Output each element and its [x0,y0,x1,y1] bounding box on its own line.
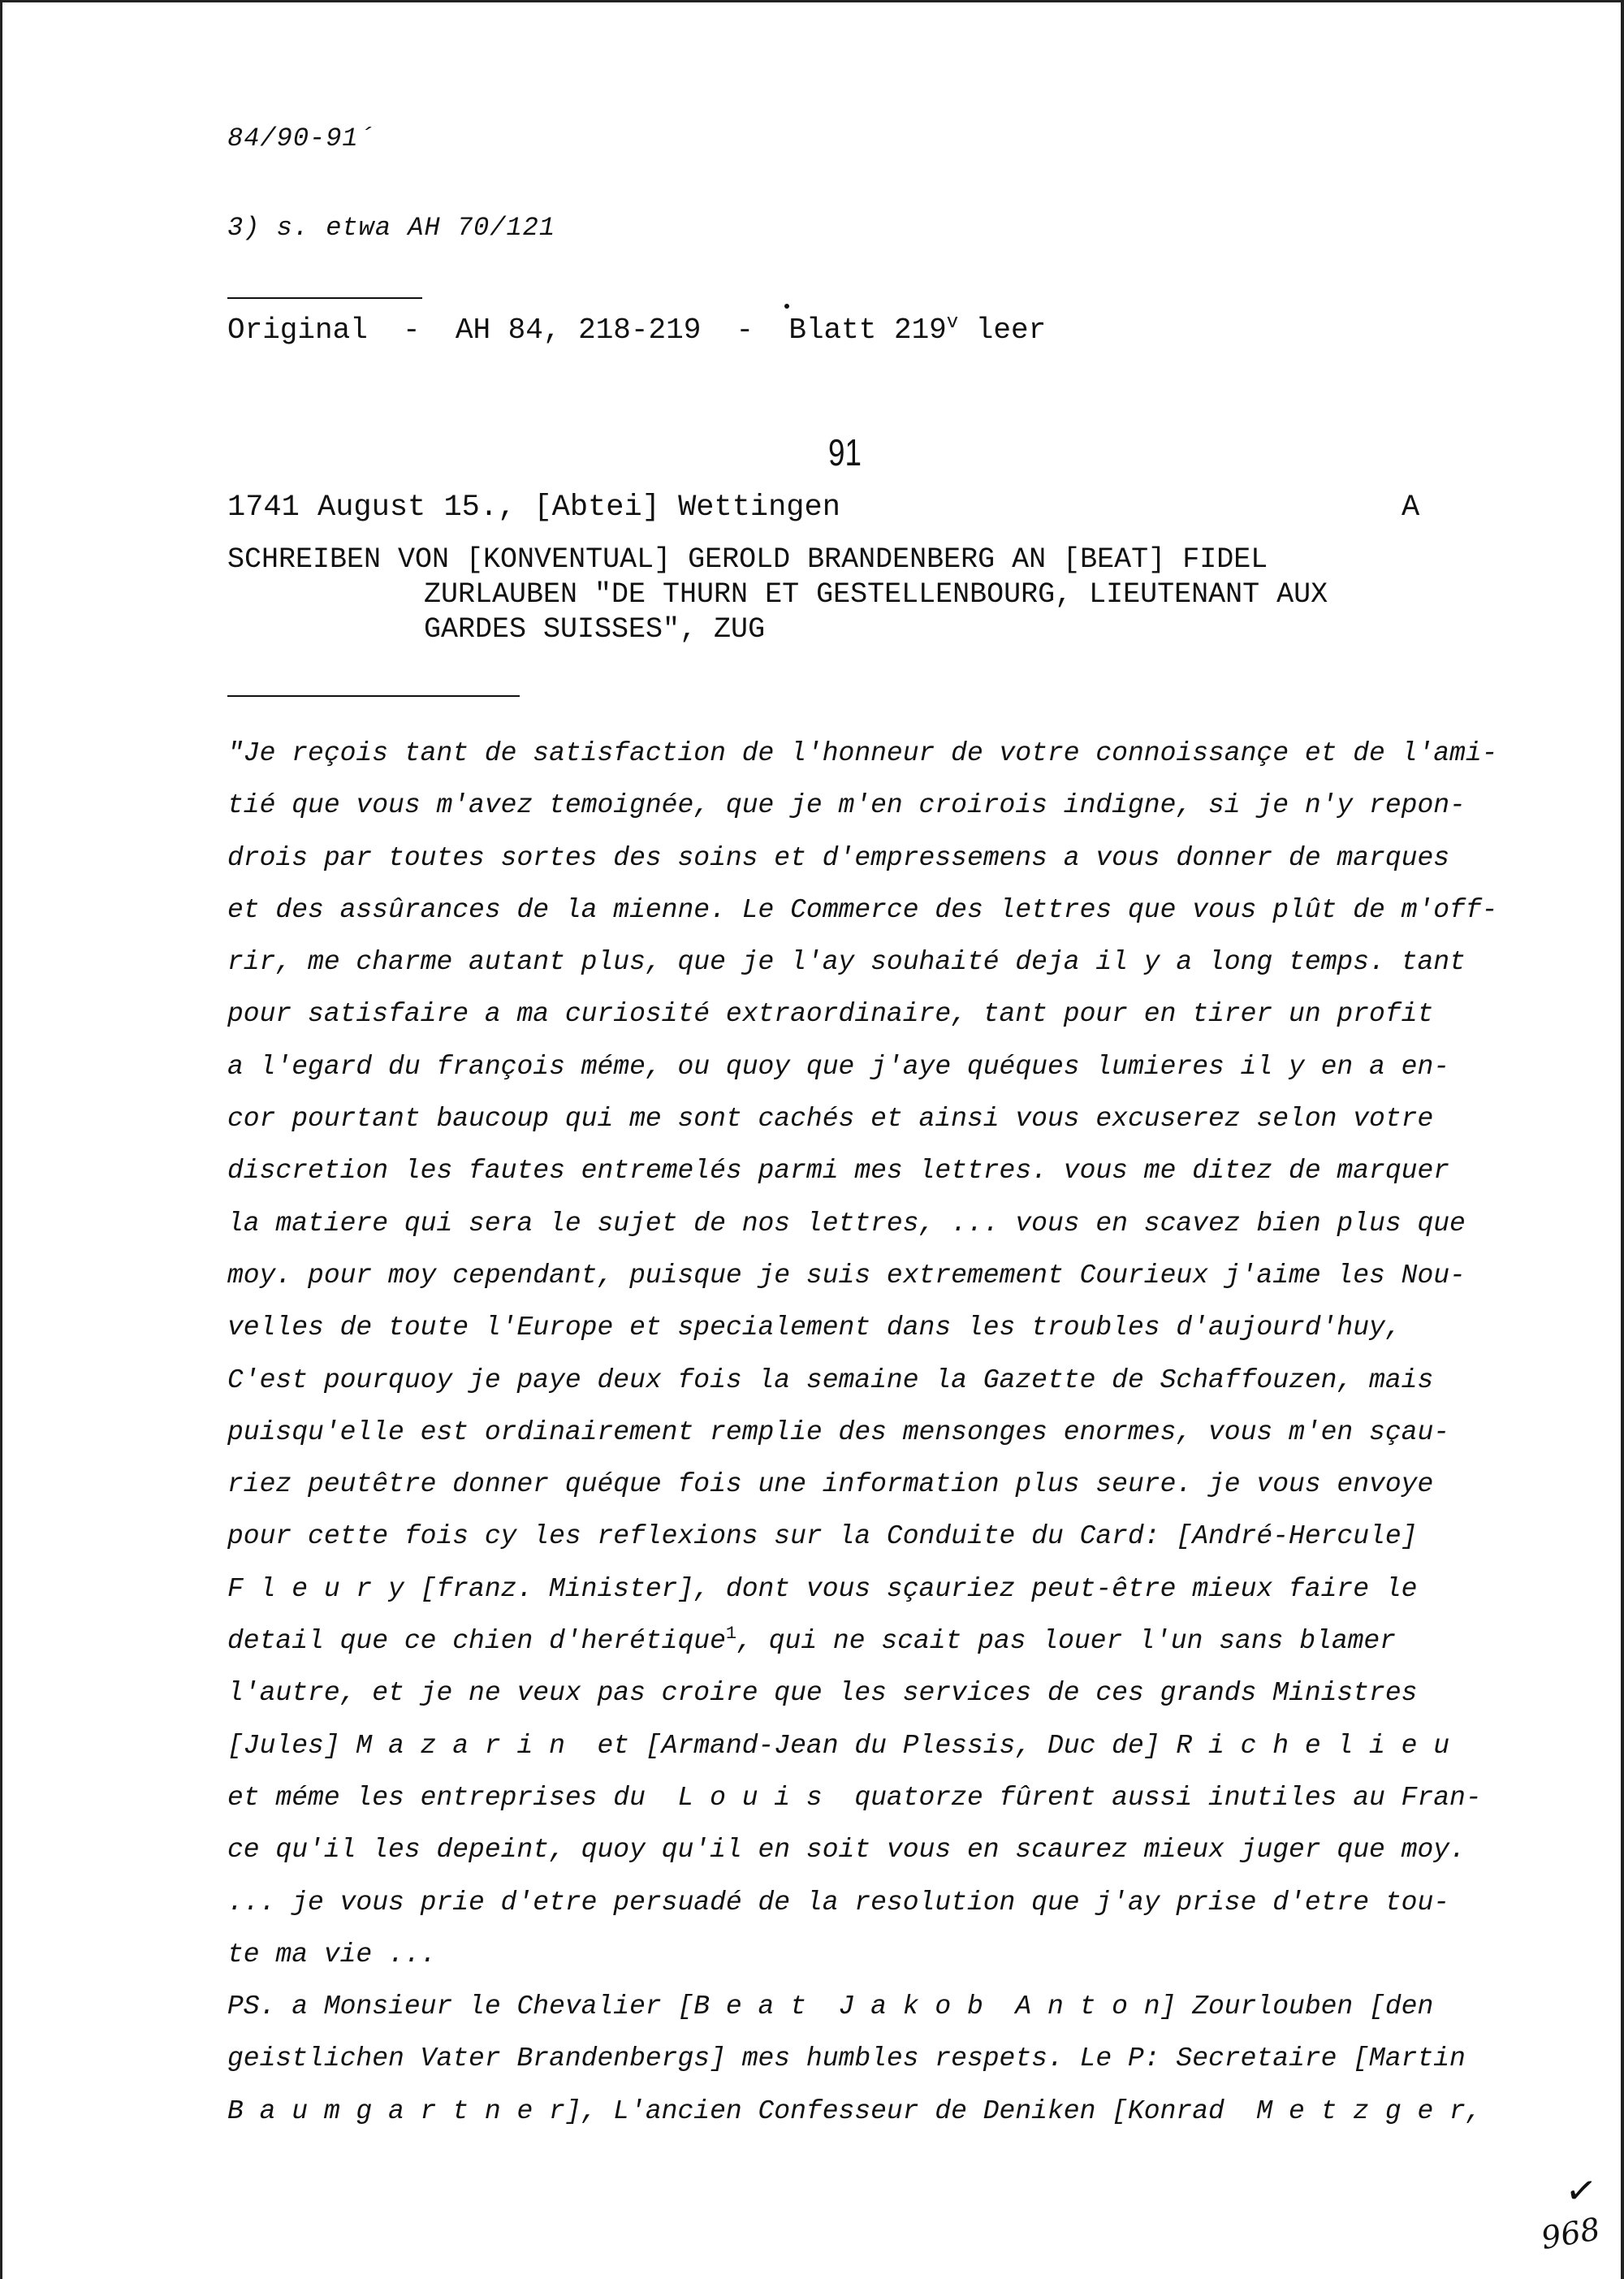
body-line: et des assûrances de la mienne. Le Commerce des lettres que vous plût de m'off- [227,894,1498,925]
body-line: "Je reçois tant de satisfaction de l'honneur de votre connoissançe et de l'ami- [227,738,1498,768]
body-line: ... je vous prie d'etre persuadé de la resolution que j'ay prise d'etre tou- [227,1887,1450,1918]
footnote-marker: 1 [725,1624,737,1645]
body-line: te ma vie ... [227,1939,437,1970]
body-line: F l e u r y [franz. Minister], dont vous sçauriez peut-être mieux faire le [227,1573,1418,1604]
page-border-left [0,0,2,2279]
body-line: puisqu'elle est ordinairement remplie des mensonges enormes, vous m'en sçau- [227,1416,1450,1447]
body-line: tié que vous m'avez temoignée, que je m'en croirois indigne, si je n'y repon- [227,790,1466,821]
original-blatt-superscript: v [946,312,959,334]
document-letter: A [1402,491,1420,525]
ink-dot [784,304,789,309]
body-line-with-footnote [227,1615,1543,1667]
check-mark-icon: ✓ [1562,2166,1600,2215]
body-line: discretion les fautes entremelés parmi mes lettres. vous me ditez de marquer [227,1156,1450,1187]
document-number: 91 [828,431,862,474]
heading-line: SCHREIBEN VON [KONVENTUAL] GEROLD BRANDENBERG AN [BEAT] FIDEL [227,543,1268,576]
letter-body [227,728,1543,2138]
body-line: et méme les entreprises du L o u i s quatorze fûrent aussi inutiles au Fran- [227,1782,1482,1813]
original-empty: leer [975,314,1047,347]
body-text-segment: detail que ce chien d'herétique [227,1626,726,1657]
original-source-line: Original - AH 84, 218-219 - Blatt 219$^v$ leer [227,312,1047,347]
postscript-line: B a u m g a r t n e r], L'ancien Confesseur de Deniken [Konrad M e t z g e r, [227,2095,1482,2126]
body-line: rir, me charme autant plus, que je l'ay souhaité deja il y a long temps. tant [227,947,1466,978]
reference-number: 84/90-91´ [227,123,375,154]
page-border-top [0,0,1624,2]
body-line: a l'egard du françois méme, ou quoy que j'aye quéques lumieres il y en a en- [227,1051,1450,1082]
original-label: Original [227,314,368,347]
postscript-line: PS. a Monsieur le Chevalier [B e a t J a k o b A n t o n] Zourlouben [den [227,1991,1434,2022]
body-line: ce qu'il les depeint, quoy qu'il en soit vous en scaurez mieux juger que moy. [227,1835,1466,1866]
body-line: pour satisfaire a ma curiosité extraordinaire, tant pour en tirer un profit [227,999,1434,1030]
original-blatt: Blatt 219 [788,314,947,347]
handwritten-page-number: 968 [1538,2211,1603,2256]
body-line: drois par toutes sortes des soins et d'empressemens a vous donner de marques [227,842,1450,873]
body-line: cor pourtant baucoup qui me sont cachés et ainsi vous excuserez selon votre [227,1104,1434,1135]
heading-divider [227,695,520,697]
body-line: moy. pour moy cependant, puisque je suis extremement Courieux j'aime les Nou- [227,1260,1466,1291]
postscript-line: geistlichen Vater Brandenbergs] mes humbles respets. Le P: Secretaire [Martin [227,2043,1466,2074]
heading-line: ZURLAUBEN "DE THURN ET GESTELLENBOURG, LIEUTENANT AUX [424,578,1328,611]
body-line: C'est pourquoy je paye deux fois la semaine la Gazette de Schaffouzen, mais [227,1364,1434,1395]
body-line: riez peutêtre donner quéque fois une information plus seure. je vous envoye [227,1469,1434,1500]
body-text-segment: , qui ne scait pas louer l'un sans blamer [736,1626,1397,1657]
body-line: [Jules] M a z a r i n et [Armand-Jean du Plessis, Duc de] R i c h e l i e u [227,1730,1450,1761]
heading-line: GARDES SUISSES", ZUG [424,613,766,646]
body-line: l'autre, et je ne veux pas croire que les services de ces grands Ministres [227,1678,1418,1709]
page-border-right [1621,0,1624,2279]
date-place-line: 1741 August 15., [Abtei] Wettingen [227,491,840,525]
document-heading [227,543,1494,647]
original-source: AH 84, 218-219 [455,314,702,347]
footnote-divider [227,297,422,299]
footnote-text: 3) s. etwa AH 70/121 [227,213,556,243]
body-line: pour cette fois cy les reflexions sur la Conduite du Card: [André-Hercule] [227,1521,1418,1552]
body-line: velles de toute l'Europe et specialement dans les troubles d'aujourd'huy, [227,1312,1402,1343]
body-line: la matiere qui sera le sujet de nos lettres, ... vous en scavez bien plus que [227,1208,1466,1239]
